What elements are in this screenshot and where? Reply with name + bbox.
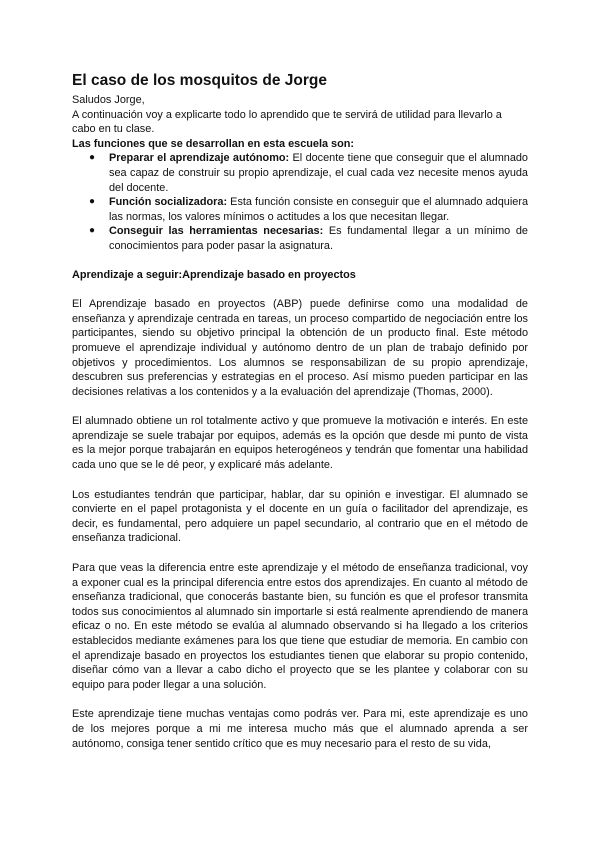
functions-list bbox=[72, 151, 528, 253]
paragraph: Para que veas la diferencia entre este aprendizaje y el método de enseñanza tradicional, voy a exponer cual es la principal diferencia entre estos dos aprendizajes. En cuanto al método de enseñanza tradicional, que conocerás bastante bien, su función es que el profesor transmita todos sus conocimientos al alumnado sin importarle si está realmente aprendiendo de manera eficaz o no. En este método se evalúa al alumnado observando si ha llegado a los criterios establecidos mediante exámenes para los que tiene que estudiar de memoria. En cambio con el aprendizaje basado en proyectos los estudiantes tienen que elaborar su propio contenido, diseñar cómo van a llevar a cabo dicho el proyecto que se les plantee y colaborar con su equipo para poder llegar a una solución. bbox=[72, 562, 528, 691]
section-title: Aprendizaje a seguir:Aprendizaje basado en proyectos bbox=[72, 268, 356, 281]
function-text: Esta función consiste en conseguir que el alumnado adquiera las normas, los valores mínimos o actitudes a los que necesitan llegar. bbox=[109, 196, 529, 223]
function-term: Función socializadora: bbox=[109, 196, 228, 209]
intro-block bbox=[72, 93, 528, 151]
list-item bbox=[89, 195, 529, 224]
list-item bbox=[89, 151, 528, 195]
paragraph: Este aprendizaje tiene muchas ventajas como podrás ver. Para mi, este aprendizaje es uno de los mejores porque a mi me interesa mucho más que el alumnado aprenda a ser autónomo, consiga tener sentido crítico que es muy necesario para el resto de su vida, bbox=[72, 708, 528, 750]
function-term: Preparar el aprendizaje autónomo: bbox=[109, 152, 290, 165]
greeting: Saludos Jorge, bbox=[72, 94, 145, 106]
paragraph: El Aprendizaje basado en proyectos (ABP) puede definirse como una modalidad de enseñanza y aprendizaje centrada en tareas, un proceso compartido de negociación entre los participantes, siendo su objetivo principal la obtención de un producto final. Este método promueve el aprendizaje individual y autónomo dentro de un plan de trabajo definido por objetivos y procedimientos. Los alumnos se responsabilizan de su propio aprendizaje, descubren sus preferencias y estrategias en el proceso. Así mismo pueden participar en las decisiones relativas a los contenidos y a la evaluación del aprendizaje (Thomas, 2000). bbox=[72, 298, 528, 398]
function-term: Conseguir las herramientas necesarias: bbox=[109, 225, 324, 238]
paragraph: Los estudiantes tendrán que participar, hablar, dar su opinión e investigar. El alumnado se convierte en el papel protagonista y el docente en un guía o facilitador del aprendizaje, es decir, es fundamental, pero adquiere un papel secundario, al contrario que en el método de enseñanza tradicional. bbox=[72, 488, 528, 545]
paragraph: El alumnado obtiene un rol totalmente activo y que promueve la motivación e interés. En este aprendizaje se suele trabajar por equipos, además es la opción que desde mi punto de vista es la mejor porque trabajarán en equipos heterogéneos y tendrán que fomentar una habilidad cada uno que se le dé peor, y explicaré más adelante. bbox=[72, 415, 528, 472]
bullet-icon: ● bbox=[89, 152, 96, 164]
function-text: El docente tiene que conseguir que el alumnado sea capaz de construir su propio aprendizaje, el cual cada vez necesite menos ayuda del docente. bbox=[109, 152, 528, 194]
bullet-icon: ● bbox=[89, 196, 96, 208]
intro-text: A continuación voy a explicarte todo lo aprendido que te servirá de utilidad para llevarlo a cabo en tu clase. bbox=[72, 108, 502, 136]
function-text: Es fundamental llegar a un mínimo de conocimientos para poder pasar la asignatura. bbox=[109, 225, 528, 252]
document-title: El caso de los mosquitos de Jorge bbox=[72, 72, 327, 89]
functions-heading: Las funciones que se desarrollan en esta escuela son: bbox=[72, 137, 355, 150]
bullet-icon: ● bbox=[89, 225, 96, 237]
list-item bbox=[89, 224, 528, 253]
